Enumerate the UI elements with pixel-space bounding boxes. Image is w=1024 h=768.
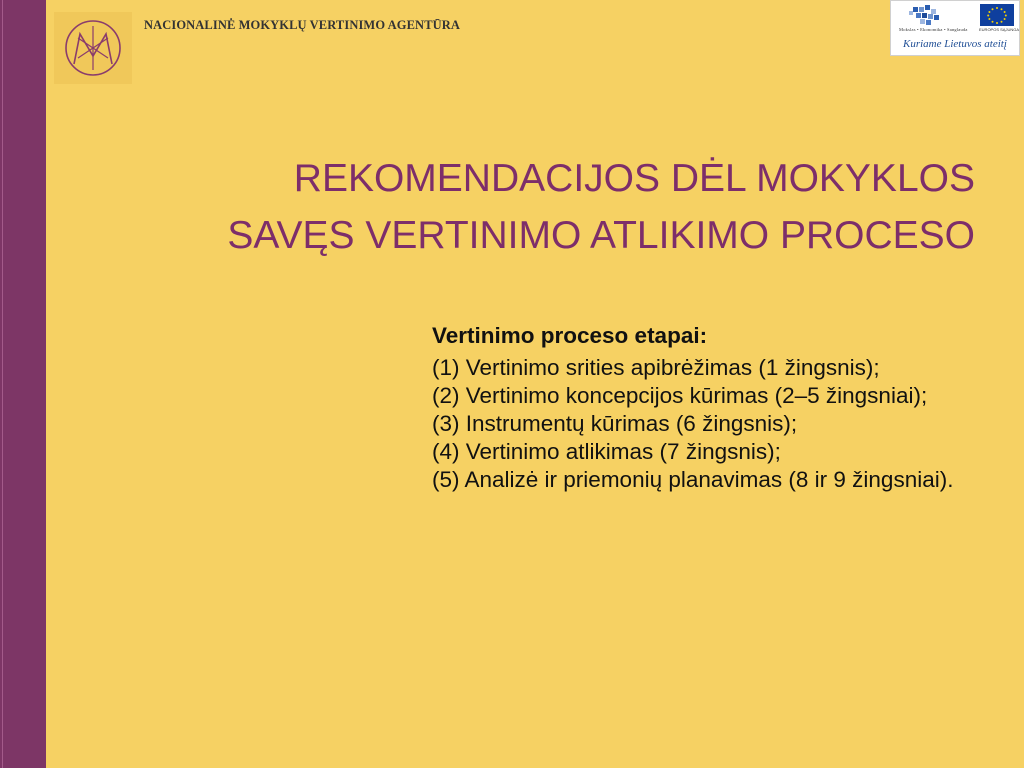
agency-logo [54, 12, 132, 84]
partner-logo [890, 0, 1020, 56]
fund-text: Mokslas • Ekonomika • Sanglauda [899, 27, 968, 32]
step-item: (5) Analizė ir priemonių planavimas (8 ir 9 žingsniai). [432, 467, 954, 492]
slogan: Kuriame Lietuvos ateitį [903, 38, 1007, 50]
step-item: (3) Instrumentų kūrimas (6 žingsnis); [432, 411, 798, 436]
agency-logo-icon [54, 12, 132, 84]
step-item: (4) Vertinimo atlikimas (7 žingsnis); [432, 439, 781, 464]
slide-title [100, 150, 975, 264]
agency-name: NACIONALINĖ MOKYKLŲ VERTINIMO AGENTŪRA [144, 18, 461, 32]
step-item: (1) Vertinimo srities apibrėžimas (1 žingsnis); [432, 355, 880, 380]
title-line-2: SAVĘS VERTINIMO ATLIKIMO PROCESO [227, 214, 975, 257]
sidebar-line [2, 0, 3, 768]
step-item: (2) Vertinimo koncepcijos kūrimas (2–5 žingsniai); [432, 383, 928, 408]
eu-flag-icon [980, 4, 1014, 28]
title-line-1: REKOMENDACIJOS DĖL MOKYKLOS [293, 157, 975, 200]
content-heading: Vertinimo proceso etapai: [432, 323, 708, 348]
sidebar-bar [0, 0, 46, 768]
eu-text: EUROPOS SĄJUNGA [979, 27, 1020, 32]
content-block [432, 322, 992, 496]
